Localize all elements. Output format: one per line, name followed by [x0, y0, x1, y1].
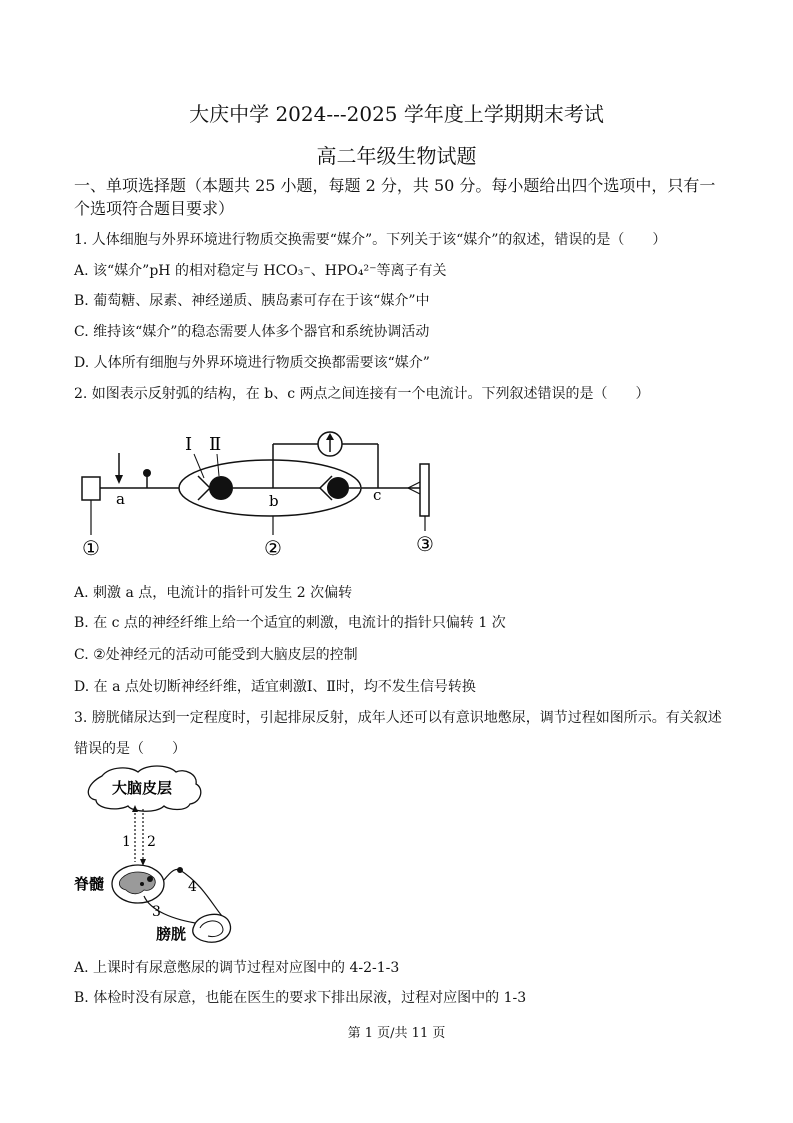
label-1: ①: [82, 536, 100, 560]
q2-stem: 2. 如图表示反射弧的结构，在 b、c 两点之间连接有一个电流计。下列叙述错误的是（ ）: [74, 386, 650, 402]
q1-option-b: B. 葡萄糖、尿素、神经递质、胰岛素可存在于该“媒介”中: [74, 293, 430, 309]
label-3: ③: [416, 532, 434, 556]
spine-label: 脊髓: [74, 875, 105, 893]
reflex-arc-diagram: [70, 420, 440, 570]
q2-option-b: B. 在 c 点的神经纤维上给一个适宜的刺激，电流计的指针只偏转 1 次: [74, 615, 506, 631]
label-b: b: [269, 492, 279, 510]
micturition-diagram: [72, 764, 237, 949]
exam-subtitle: 高二年级生物试题: [316, 144, 477, 168]
exam-title: 大庆中学 2024---2025 学年度上学期期末考试: [189, 102, 604, 126]
q1-option-d: D. 人体所有细胞与外界环境进行物质交换都需要该“媒介”: [74, 355, 430, 371]
q2-option-d: D. 在 a 点处切断神经纤维，适宜刺激Ⅰ、Ⅱ时，均不发生信号转换: [74, 679, 476, 695]
nerve-label-4: 4: [188, 879, 197, 895]
path-label-2: 2: [147, 834, 156, 850]
label-c: c: [373, 486, 382, 504]
q2-option-a: A. 刺激 a 点，电流计的指针可发生 2 次偏转: [74, 585, 353, 601]
nerve-label-3: 3: [152, 904, 161, 920]
q3-stem-line2: 错误的是（ ）: [74, 741, 186, 757]
q2-option-c: C. ②处神经元的活动可能受到大脑皮层的控制: [74, 647, 358, 663]
path-label-1: 1: [122, 834, 131, 850]
section-heading: 一、单项选择题（本题共 25 小题，每题 2 分，共 50 分。每小题给出四个选项中，只有一个选项符合题目要求）: [74, 176, 716, 218]
q1-option-c: C. 维持该“媒介”的稳态需要人体多个器官和系统协调活动: [74, 324, 430, 340]
label-a: a: [116, 490, 125, 508]
q3-stem-line1: 3. 膀胱储尿达到一定程度时，引起排尿反射，成年人还可以有意识地憋尿，调节过程如图所示。有关叙述: [74, 710, 722, 726]
q3-option-a: A. 上课时有尿意憋尿的调节过程对应图中的 4-2-1-3: [74, 960, 400, 976]
label-I: Ⅰ: [185, 434, 193, 455]
label-2: ②: [264, 536, 282, 560]
q3-option-b: B. 体检时没有尿意，也能在医生的要求下排出尿液，过程对应图中的 1-3: [74, 990, 527, 1006]
q1-stem: 1. 人体细胞与外界环境进行物质交换需要“媒介”。下列关于该“媒介”的叙述，错误的是（ ）: [74, 232, 667, 248]
label-II: Ⅱ: [209, 434, 222, 455]
bladder-label: 膀胱: [156, 925, 187, 943]
q1-option-a: A. 该“媒介”pH 的相对稳定与 HCO₃⁻、HPO₄²⁻等离子有关: [74, 263, 447, 279]
cortex-label: 大脑皮层: [112, 779, 173, 797]
page-footer: 第 1 页/共 11 页: [347, 1026, 446, 1041]
